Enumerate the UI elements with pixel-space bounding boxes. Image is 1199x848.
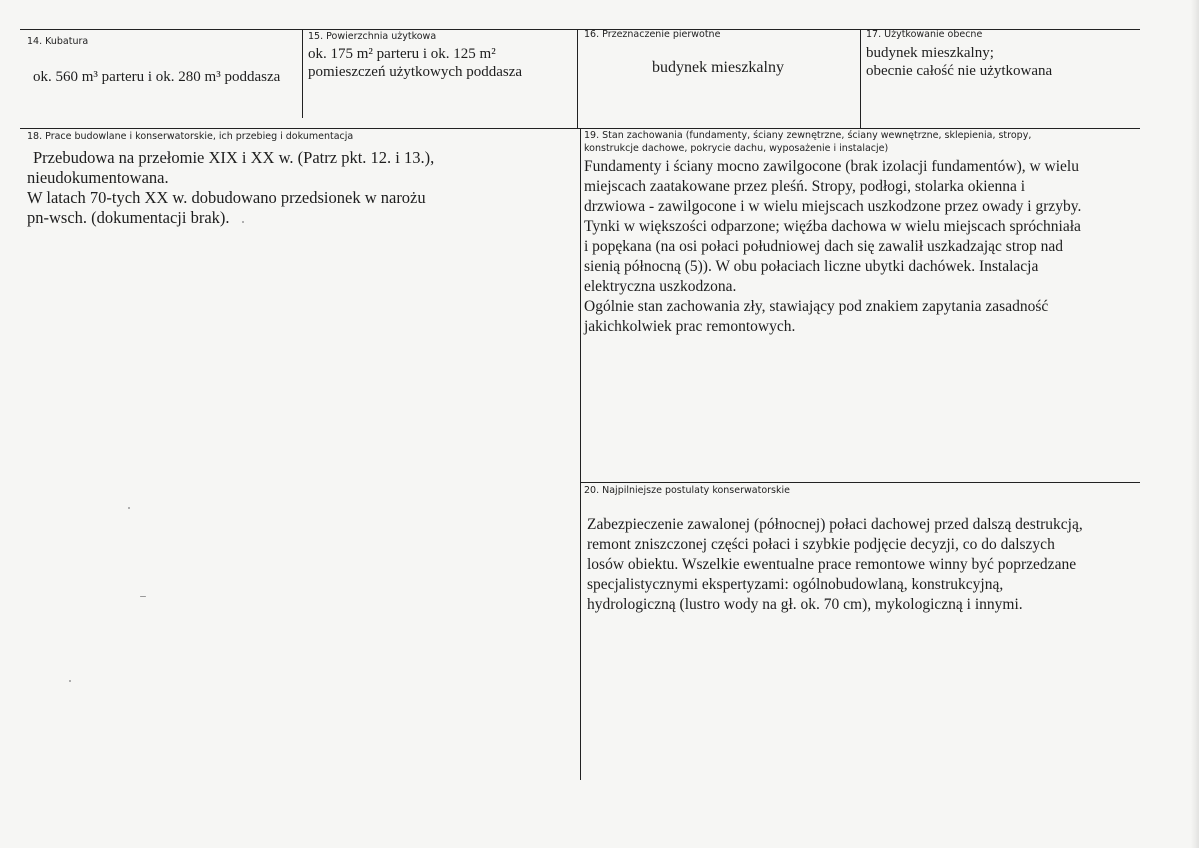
powierzchnia-label: 15. Powierzchnia użytkowa — [308, 31, 437, 42]
kubatura-value: ok. 560 m³ parteru i ok. 280 m³ poddasza — [33, 69, 281, 85]
postulaty-line-3: losów obiektu. Wszelkie ewentualne prace remontowe winny być poprzedzane — [587, 556, 1077, 573]
scan-speck — [128, 507, 130, 509]
stan-line-3: drzwiowa - zawilgocone i w wielu miejscach uszkodzone przez owady i grzyby. — [584, 198, 1082, 215]
przeznaczenie-label: 16. Przeznaczenie pierwotne — [584, 29, 721, 40]
stan-line-5: i popękana (na osi połaci południowej dach się zawalił uszkadzając strop nad — [584, 238, 1064, 255]
scan-edge-shadow — [1191, 0, 1199, 848]
prace-label: 18. Prace budowlane i konserwatorskie, ich przebieg i dokumentacja — [27, 131, 354, 142]
kubatura-label: 14. Kubatura — [27, 36, 89, 47]
postulaty-line-1: Zabezpieczenie zawalonej (północnej) połaci dachowej przed dalszą destrukcją, — [587, 516, 1083, 533]
postulaty-line-5: hydrologiczną (lustro wody na gł. ok. 70 cm), mykologiczną i innymi. — [587, 596, 1023, 613]
stan-label-2: konstrukcje dachowe, pokrycie dachu, wyposażenie i instalacje) — [584, 143, 889, 154]
powierzchnia-line1: ok. 175 m² parteru i ok. 125 m² — [308, 46, 496, 62]
stan-line-7: elektryczna uszkodzona. — [584, 278, 737, 295]
scan-speck — [242, 221, 244, 223]
stan-line-8: Ogólnie stan zachowania zły, stawiający pod znakiem zapytania zasadność — [584, 298, 1049, 315]
postulaty-line-2: remont zniszczonej części połaci i szybkie podjęcie decyzji, co do dalszych — [587, 536, 1055, 553]
stan-line-4: Tynki w większości odparzone; więźba dachowa w wielu miejscach spróchniała — [584, 218, 1081, 235]
uzytkowanie-line2: obecnie całość nie użytkowana — [866, 63, 1053, 79]
powierzchnia-line2: pomieszczeń użytkowych poddasza — [308, 64, 523, 80]
divider-14-15 — [302, 29, 303, 118]
prace-line-1: Przebudowa na przełomie XIX i XX w. (Patrz pkt. 12. i 13.), — [33, 148, 435, 167]
stan-line-1: Fundamenty i ściany mocno zawilgocone (brak izolacji fundamentów), w wielu — [584, 158, 1079, 175]
stan-line-9: jakichkolwiek prac remontowych. — [584, 318, 796, 335]
uzytkowanie-label: 17. Użytkowanie obecne — [866, 29, 983, 40]
przeznaczenie-value: budynek mieszkalny — [652, 59, 784, 76]
prace-line-2: nieudokumentowana. — [27, 168, 169, 187]
prace-line-4: pn-wsch. (dokumentacji brak). — [27, 208, 230, 227]
scan-speck — [69, 680, 71, 682]
stan-line-6: sienią północną (5)). W obu połaciach liczne ubytki dachówek. Instalacja — [584, 258, 1039, 275]
divider-15-16 — [577, 29, 578, 128]
divider-16-17 — [860, 29, 861, 128]
stan-label-1: 19. Stan zachowania (fundamenty, ściany zewnętrzne, ściany wewnętrzne, sklepienia, stropy, — [584, 130, 1032, 141]
postulaty-label: 20. Najpilniejsze postulaty konserwatorskie — [584, 485, 790, 496]
prace-line-3: W latach 70-tych XX w. dobudowano przedsionek w narożu — [27, 188, 426, 207]
uzytkowanie-line1: budynek mieszkalny; — [866, 45, 994, 61]
divider-main — [580, 128, 581, 780]
stan-line-2: miejscach zaatakowane przez pleśń. Stropy, podłogi, stolarka okienna i — [584, 178, 1026, 195]
postulaty-top-rule — [580, 482, 1140, 483]
postulaty-line-4: specjalistycznymi ekspertyzami: ogólnobudowlaną, konstrukcyjną, — [587, 576, 1004, 593]
scan-speck — [140, 596, 146, 597]
